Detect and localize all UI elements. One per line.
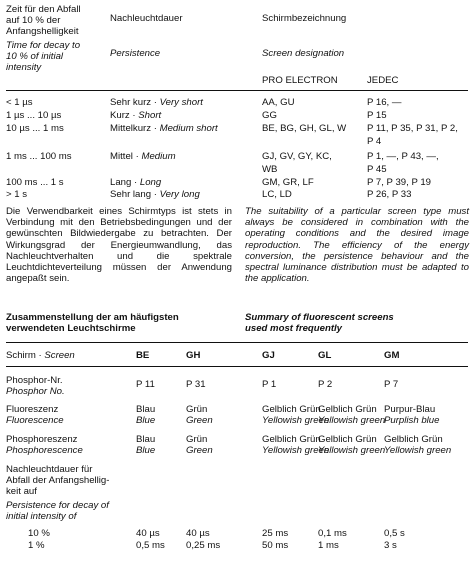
decay-10-value: 40 µs: [136, 528, 160, 539]
time-cell: 100 ms ... 1 s: [6, 177, 64, 188]
phosphorescence-value-en: Blue: [136, 445, 156, 456]
persistence-de: Sehr kurz ·: [110, 97, 160, 108]
persistence-en: Medium short: [159, 123, 218, 134]
persistence-cell: [110, 189, 200, 200]
screen-header-label: [6, 350, 75, 361]
fluorescence-value: [384, 404, 439, 426]
phosphorescence-label: [6, 434, 83, 456]
time-header-de-line: Zeit für den Abfall: [6, 4, 81, 15]
phosphor-value: P 31: [186, 379, 206, 390]
phosphorescence-value-de: Grün: [186, 434, 208, 445]
summary-title-de-line: Zusammenstellung der am häufigsten: [6, 312, 179, 323]
summary-title-de-line: verwendeten Leuchtschirme: [6, 323, 136, 334]
phosphorescence-value-de: Blau: [136, 434, 156, 445]
decay-label-en: [6, 500, 109, 522]
persistence-header-en: Persistence: [110, 48, 161, 59]
summary-title-en-line: Summary of fluorescent screens: [245, 312, 394, 323]
time-header-de-line: Anfangshelligkeit: [6, 26, 79, 37]
summary-title-en: [245, 312, 394, 334]
persistence-en: Medium: [141, 151, 176, 162]
phosphor-value: P 1: [262, 379, 277, 390]
fluorescence-value-en: Green: [186, 415, 213, 426]
persistence-cell: [110, 123, 218, 134]
decay-level-10: 10 %: [28, 528, 50, 539]
fluorescence-value: [136, 404, 155, 426]
fluorescence-value-de: Blau: [136, 404, 156, 415]
phosphorescence-value: [186, 434, 213, 456]
fluorescence-label: [6, 404, 64, 426]
screen-designation-header-de: Schirmbezeichnung: [262, 13, 347, 24]
phosphor-value: P 11: [136, 379, 155, 390]
phosphorescence-value-de: Gelblich Grün: [318, 434, 377, 445]
decay-label-de-line: Abfall der Anfangshellig-: [6, 475, 110, 486]
decay-10-value: 0,1 ms: [318, 528, 347, 539]
fluorescence-value: [186, 404, 213, 426]
time-cell: 10 µs ... 1 ms: [6, 123, 64, 134]
decay-1-value: 50 ms: [262, 540, 289, 551]
persistence-en: Very long: [159, 189, 200, 200]
persistence-cell: [110, 97, 203, 108]
phosphorescence-value-de: Gelblich Grün: [384, 434, 443, 445]
paragraph-de: Die Verwendbarkeit eines Schirmtyps ist stets in Verbindung mit den Betriebsbedingungen und der gewünschten Bildwiedergabe zu betrachten. Der Wirkungsgrad der Energieumwandlung, das Nachleuchtverhalten und die spektrale Leuchtdichteverteilung müssen der Anwendung angepaßt sein.: [6, 206, 232, 285]
screen-header-en: Screen: [44, 350, 75, 361]
time-cell: > 1 s: [6, 189, 28, 200]
decay-1-value: 0,5 ms: [136, 540, 165, 551]
time-header-de-line: auf 10 % der: [6, 15, 61, 26]
fluorescence-value-de: Gelblich Grün: [262, 404, 321, 415]
jedec-cell: P 7, P 39, P 19: [367, 177, 432, 188]
time-cell: < 1 µs: [6, 97, 33, 108]
jedec-cell-cont: P 45: [367, 164, 387, 175]
fluorescence-value-en: Yellowish green: [262, 415, 330, 426]
phosphorescence-value-de: Gelblich Grün: [262, 434, 321, 445]
phosphorescence-label-de: Phosphoreszenz: [6, 434, 78, 445]
persistence-cell: [110, 177, 161, 188]
phosphor-value: P 2: [318, 379, 333, 390]
decay-label-en-line: initial intensity of: [6, 511, 77, 522]
decay-1-value: 3 s: [384, 540, 397, 551]
persistence-cell: [110, 110, 161, 121]
time-cell: 1 ms ... 100 ms: [6, 151, 72, 162]
persistence-en: Long: [139, 177, 162, 188]
time-header-en-line: Time for decay to: [6, 40, 81, 51]
fluorescence-value-en: Purplish blue: [384, 415, 440, 426]
fluorescence-label-en: Fluorescence: [6, 415, 64, 426]
fluorescence-value-de: Purpur-Blau: [384, 404, 436, 415]
jedec-cell: P 26, P 33: [367, 189, 412, 200]
pro-electron-cell: GM, GR, LF: [262, 177, 314, 188]
column-header: GH: [186, 350, 201, 361]
phosphorescence-value: [384, 434, 451, 456]
decay-1-value: 1 ms: [318, 540, 339, 551]
time-header-en: [6, 40, 80, 73]
summary-title-de: [6, 312, 179, 334]
summary-header-rule: [6, 366, 468, 367]
persistence-header-de: Nachleuchtdauer: [110, 13, 183, 24]
paragraph-en: The suitability of a particular screen type must always be considered in combination with the operating conditions and the desired image reproduction. The efficiency of the energy conversion, the persistence behaviour and the spectral luminance distribution must be adapted to the application.: [245, 206, 469, 285]
phosphorescence-value-en: Yellowish green: [318, 445, 386, 456]
phosphor-value: P 7: [384, 379, 399, 390]
column-header: GL: [318, 350, 332, 361]
persistence-en: Very short: [159, 97, 203, 108]
pro-electron-cell-cont: WB: [262, 164, 278, 175]
persistence-de: Lang ·: [110, 177, 140, 188]
summary-top-rule: [6, 342, 468, 343]
decay-10-value: 0,5 s: [384, 528, 405, 539]
pro-electron-header: PRO ELECTRON: [262, 75, 338, 86]
decay-10-value: 25 ms: [262, 528, 289, 539]
decay-1-value: 0,25 ms: [186, 540, 221, 551]
jedec-cell: P 15: [367, 110, 387, 121]
fluorescence-value: [318, 404, 385, 426]
decay-label-de-line: keit auf: [6, 486, 37, 497]
pro-electron-cell: LC, LD: [262, 189, 292, 200]
jedec-cell: P 16, —: [367, 97, 402, 108]
fluorescence-value-en: Blue: [136, 415, 156, 426]
fluorescence-label-de: Fluoreszenz: [6, 404, 59, 415]
persistence-de: Mittelkurz ·: [110, 123, 160, 134]
fluorescence-value-en: Yellowish green: [318, 415, 386, 426]
fluorescence-value-de: Gelblich Grün: [318, 404, 377, 415]
jedec-cell: P 1, —, P 43, —,: [367, 151, 439, 162]
decay-label-de-line: Nachleuchtdauer für: [6, 464, 93, 475]
phosphorescence-value-en: Yellowish green: [384, 445, 452, 456]
pro-electron-cell: BE, BG, GH, GL, W: [262, 123, 347, 134]
time-header-de: [6, 4, 81, 37]
phosphor-label-en: Phosphor No.: [6, 386, 65, 397]
phosphorescence-value: [136, 434, 155, 456]
header-rule: [6, 90, 468, 91]
screen-header-de: Schirm ·: [6, 350, 45, 361]
summary-title-en-line: used most frequently: [245, 323, 343, 334]
pro-electron-cell: GJ, GV, GY, KC,: [262, 151, 332, 162]
column-header: GM: [384, 350, 400, 361]
decay-10-value: 40 µs: [186, 528, 210, 539]
phosphorescence-value-en: Yellowish green: [262, 445, 330, 456]
persistence-cell: [110, 151, 176, 162]
jedec-cell: P 11, P 35, P 31, P 2,: [367, 123, 458, 134]
decay-level-1: 1 %: [28, 540, 45, 551]
phosphor-label-de: Phosphor-Nr.: [6, 375, 63, 386]
time-header-en-line: 10 % of initial: [6, 51, 64, 62]
decay-label-en-line: Persistence for decay of: [6, 500, 109, 511]
persistence-en: Short: [138, 110, 162, 121]
pro-electron-cell: AA, GU: [262, 97, 295, 108]
phosphorescence-label-en: Phosphorescence: [6, 445, 83, 456]
jedec-header: JEDEC: [367, 75, 399, 86]
persistence-de: Sehr lang ·: [110, 189, 160, 200]
phosphor-label: [6, 375, 65, 397]
persistence-de: Mittel ·: [110, 151, 142, 162]
time-header-en-line: intensity: [6, 62, 42, 73]
decay-label-de: [6, 464, 109, 497]
screen-designation-header-en: Screen designation: [262, 48, 345, 59]
column-header: BE: [136, 350, 150, 361]
jedec-cell-cont: P 4: [367, 136, 382, 147]
phosphorescence-value-en: Green: [186, 445, 213, 456]
time-cell: 1 µs ... 10 µs: [6, 110, 62, 121]
fluorescence-value-de: Grün: [186, 404, 208, 415]
column-header: GJ: [262, 350, 275, 361]
pro-electron-cell: GG: [262, 110, 277, 121]
persistence-de: Kurz ·: [110, 110, 139, 121]
phosphorescence-value: [318, 434, 385, 456]
